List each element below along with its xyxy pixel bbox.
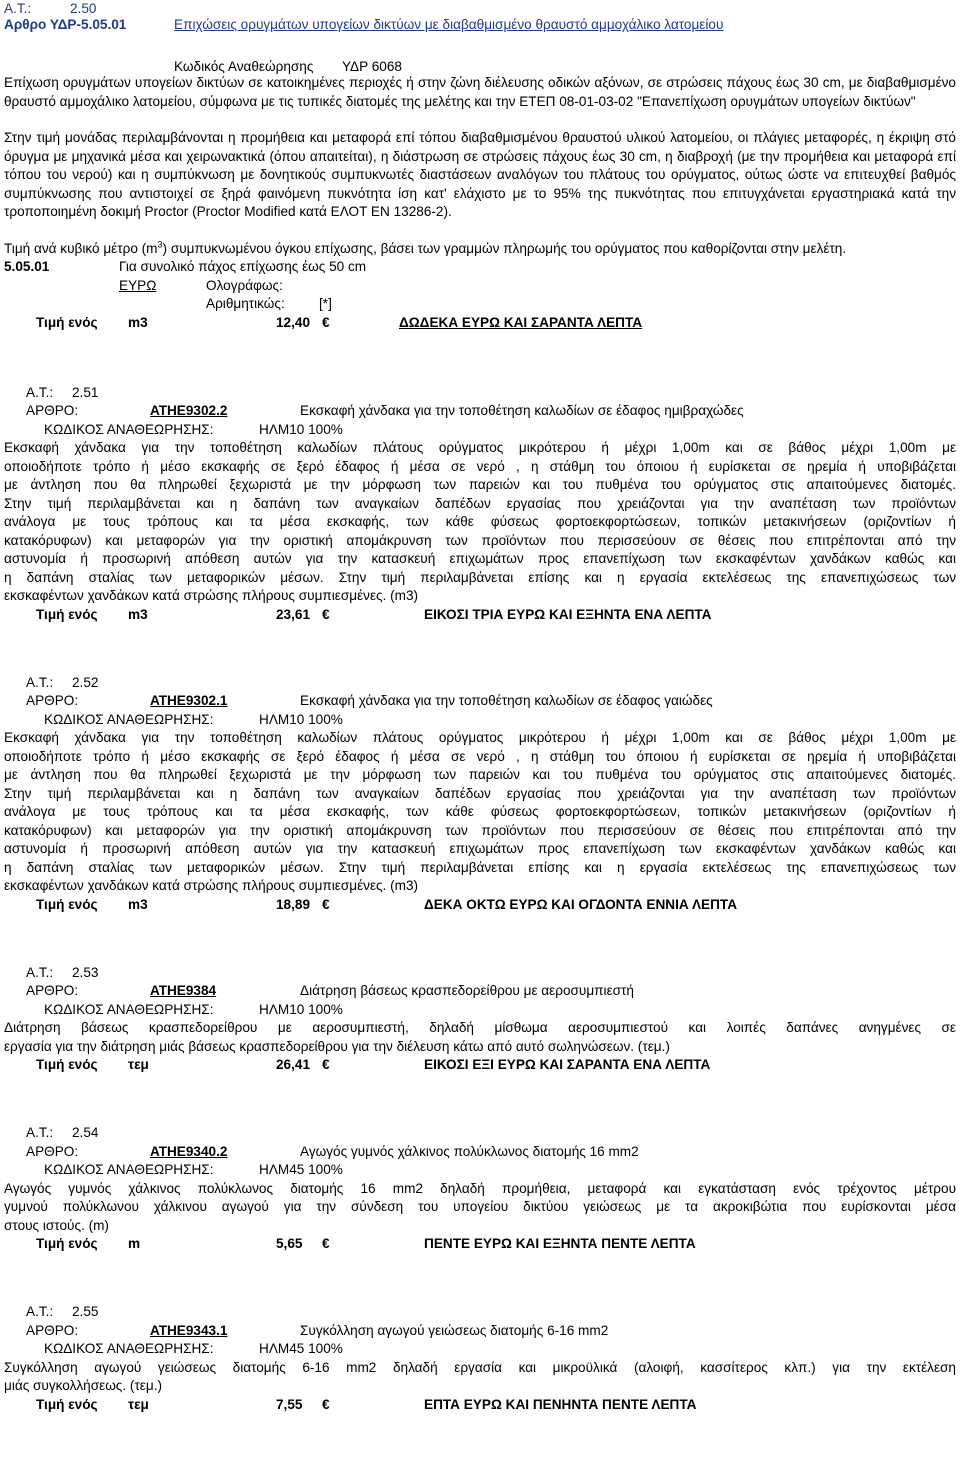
subarticle-code: 5.05.01 (4, 259, 50, 274)
at-line (4, 1124, 956, 1143)
at-label: Α.Τ.: (26, 964, 54, 980)
price-line (4, 606, 956, 626)
revision-label: Κωδικός Αναθεώρησης (174, 59, 314, 74)
article-block (4, 1303, 956, 1416)
price-unit: m3 (128, 896, 148, 912)
price-words: ΕΙΚΟΣΙ ΤΡΙΑ ΕΥΡΩ ΚΑΙ ΕΞΗΝΤΑ ΕΝΑ ΛΕΠΤΑ (424, 606, 712, 622)
at-line (4, 674, 956, 693)
price-unit: m3 (128, 606, 148, 622)
description-line: Διάτρηση βάσεως κρασπεδορείθρου με αεροσυμπιεστή, δηλαδή μίσθωμα αεροσυμπιεστού και λοιπές δαπάνες ανηγμένες σε (4, 1020, 956, 1035)
subarticle-line (4, 258, 956, 277)
at-label: Α.Τ.: (26, 1304, 54, 1319)
article-header-line (4, 16, 956, 36)
price-value: 18,89 (276, 896, 311, 912)
euro-words-line (4, 277, 956, 296)
description-paragraph: Επίχωση ορυγμάτων υπογείων δικτύων σε κατοικημένες περιοχές ή στην ζώνη διέλευσης οδικών αξόνων, σε στρώσεις πάχους έως 30 cm, με διαβαθμισμένο θραυστό αμμοχάλικο λατομείου, σύμφωνα με τις τυπικές διατομές της μελέτης και την ΕΤΕΠ 08-01-03-02 "Επανεπίχωση ορυγμάτων υπογείων δικτύων" (4, 75, 956, 109)
description-line: Στην τιμή περιλαμβάνεται και η δαπάνη των αναγκαίων δαπέδων εργασίας που χρειάζονται για την αναπέταση των προϊόντων (4, 495, 956, 511)
price-line (4, 896, 956, 916)
revision-code: ΗΛΜ45 100% (259, 1341, 343, 1356)
article-description (4, 1359, 956, 1396)
numeric-label: Αριθμητικώς: (206, 296, 285, 311)
article-code: ΑΤΗΕ9302.2 (150, 403, 228, 418)
arthro-label: ΑΡΘΡΟ: (26, 693, 79, 708)
at-line (4, 964, 956, 983)
price-label: Τιμή ενός (36, 896, 98, 912)
description-line: κατακόρυφων) και μεταφορών για την οριστική απομάκρυνση των προϊόντων που περισσεύουν σε θέσεις που επιτρέπονται από την (4, 822, 956, 838)
description-line: εργασία για την διάτρηση μιάς βάσεως κρασπεδορείθρου για την διέλευση κάτω από αυτό σωληνώσεων. (τεμ.) (4, 1038, 670, 1054)
article-code: Αρθρο ΥΔΡ-5.05.01 (4, 17, 127, 32)
article-title: Αγωγός γυμνός χάλκινος πολύκλωνος διατομής 16 mm2 (300, 1143, 639, 1159)
article-code: ΑΤΗΕ9302.1 (150, 693, 228, 708)
revision-label: ΚΩΔΙΚΟΣ ΑΝΑΘΕΩΡΗΣΗΣ: (44, 1162, 214, 1177)
at-number: 2.50 (70, 1, 97, 16)
article-block (4, 1124, 956, 1255)
revision-label: ΚΩΔΙΚΟΣ ΑΝΑΘΕΩΡΗΣΗΣ: (44, 421, 214, 437)
description-line: αστυνομία ή προσωρινή απόθεση αυτών για την κατασκευή επιχωμάτων προς επανεπίχωση των εκσκαφέντων χανδάκων καθώς και (4, 551, 956, 566)
description-line: με άντληση που θα πληρωθεί ξεχωριστά με την μόρφωση των παρειών και του πυθμένα του ορύγματος στις απαιτούμενες διατομές. (4, 477, 956, 492)
at-label: Α.Τ.: (26, 674, 54, 690)
description-line: εκσκαφέντων χανδάκων κατά στρώσης πλήρους συμπιεσμένες. (m3) (4, 878, 419, 893)
at-label: Α.Τ.: (26, 1125, 54, 1140)
revision-code: ΥΔΡ 6068 (342, 59, 402, 74)
price-unit: m3 (128, 314, 148, 330)
description-line: μιάς συγκολλήσεως. (τεμ.) (4, 1378, 163, 1393)
at-line (4, 384, 956, 403)
words-label: Ολογράφως: (206, 277, 283, 293)
article-title: Συγκόλληση αγωγού γειώσεως διατομής 6-16 mm2 (300, 1322, 609, 1338)
description-line: στους ιστούς. (m) (4, 1217, 109, 1233)
arthro-label: ΑΡΘΡΟ: (26, 403, 79, 418)
description-line: με άντληση που θα πληρωθεί ξεχωριστά με την μόρφωση των παρειών και του πυθμένα του ορύγματος στις απαιτούμενες διατομές. (4, 767, 956, 782)
description-line: οποιοδήποτε τρόπο ή μέσο εκσκαφής σε ξερό έδαφος ή μέσα σε νερό , η στάθμη του όποιου ή ευρίσκεται σε ηρεμία ή υποβιβάζεται (4, 748, 956, 764)
arthro-label: ΑΡΘΡΟ: (26, 983, 79, 998)
price-line (4, 1235, 956, 1255)
article-code: ΑΤΗΕ9340.2 (150, 1143, 228, 1159)
price-label: Τιμή ενός (36, 314, 98, 330)
price-value: 5,65 (276, 1236, 303, 1251)
arthro-line (4, 982, 956, 1001)
description-line: η δαπάνη σταλίας των μεταφορικών μέσων. Στην τιμή περιλαμβάνεται επίσης και η εργασία εκτελέσεως της επανεπιχώσεως των (4, 859, 956, 875)
description-line: Συγκόλληση αγωγού γειώσεως διατομής 6-16 mm2 δηλαδή εργασία και μικροϋλικά (αλοιφή, κασσίτερος κλπ.) για την εκτέλεση (4, 1359, 956, 1375)
revision-code: ΗΛΜ45 100% (259, 1162, 343, 1177)
at-number: 2.52 (72, 674, 99, 690)
description-line: Εκσκαφή χάνδακα για την τοποθέτηση καλωδίων πλάτους ορύγματος μικρότερου ή μέχρι 1,00m και σε βάθος μέχρι 1,00m με (4, 440, 956, 455)
description-line: Αγωγός γυμνός χάλκινος πολύκλωνος διατομής 16 mm2 δηλαδή προμήθεια, μεταφορά και εγκατάσταση ενός τρέχοντος μέτρου (4, 1180, 956, 1196)
article-block (4, 674, 956, 916)
articles-list (4, 336, 956, 1416)
arthro-label: ΑΡΘΡΟ: (26, 1322, 79, 1338)
at-label: Α.Τ.: (26, 384, 54, 400)
price-label: Τιμή ενός (36, 1236, 98, 1251)
revision-line (4, 711, 956, 730)
price-line (4, 314, 956, 336)
article-title: Επιχώσεις ορυγμάτων υπογείων δικτύων με διαβαθμισμένο θραυστό αμμοχάλικο λατομείου (174, 17, 724, 32)
euro-label: ΕΥΡΩ (119, 277, 157, 293)
revision-code: ΗΛΜ10 100% (259, 711, 343, 727)
euro-sign-icon: € (322, 314, 330, 330)
description-line: αστυνομία ή προσωρινή απόθεση αυτών για την κατασκευή επιχωμάτων προς επανεπίχωση των εκσκαφέντων χανδάκων καθώς και (4, 841, 956, 856)
arthro-line (4, 1322, 956, 1341)
article-description (4, 729, 956, 896)
at-line (4, 1303, 956, 1322)
euro-sign-icon: € (322, 1236, 330, 1251)
price-value: 23,61 (276, 606, 311, 622)
revision-label: ΚΩΔΙΚΟΣ ΑΝΑΘΕΩΡΗΣΗΣ: (44, 1001, 214, 1017)
description-line: ανάλογα με τους τρόπους και τα μέσα εκσκαφής, των κάθε φύσεως φορτοεκφορτώσεων, τοπικών μετακινήσεων (οριζοντίων ή (4, 804, 956, 819)
description-line: κατακόρυφων) και μεταφορών για την οριστική απομάκρυνση των προϊόντων που περισσεύουν σε θέσεις που επιτρέπονται από την (4, 532, 956, 548)
article-block (4, 384, 956, 626)
price-words: ΔΕΚΑ ΟΚΤΩ ΕΥΡΩ ΚΑΙ ΟΓΔΟΝΤΑ ΕΝΝΙΑ ΛΕΠΤΑ (424, 896, 738, 912)
article-description (4, 439, 956, 606)
description-line: Εκσκαφή χάνδακα για την τοποθέτηση καλωδίων πλάτους ορύγματος μικρότερου ή μέχρι 1,00m και σε βάθος μέχρι 1,00m με (4, 730, 956, 745)
description-line: Στην τιμή περιλαμβάνεται και η δαπάνη των αναγκαίων δαπέδων εργασίας που χρειάζονται για την αναπέταση των προϊόντων (4, 785, 956, 801)
arthro-label: ΑΡΘΡΟ: (26, 1143, 79, 1159)
revision-line (4, 1340, 956, 1359)
revision-label: ΚΩΔΙΚΟΣ ΑΝΑΘΕΩΡΗΣΗΣ: (44, 1341, 214, 1356)
at-number: 2.55 (72, 1304, 99, 1319)
arthro-line (4, 1143, 956, 1162)
price-words: ΕΠΤΑ ΕΥΡΩ ΚΑΙ ΠΕΝΗΝΤΑ ΠΕΝΤΕ ΛΕΠΤΑ (424, 1396, 697, 1412)
article-description (4, 1180, 956, 1236)
description-line: γυμνού πολύκλωνου χάλκινου αγωγού για την σύνδεση του υπογείου δικτύου γειώσεως με τα ακροκιβώτια που ευρίσκονται μέσα (4, 1199, 956, 1214)
subarticle-title: Για συνολικό πάχος επίχωσης έως 50 cm (119, 259, 367, 274)
price-unit: τεμ (128, 1396, 149, 1412)
price-label: Τιμή ενός (36, 606, 98, 622)
price-line (4, 1396, 956, 1416)
description-line: εκσκαφέντων χανδάκων κατά στρώσης πλήρους συμπιεσμένες. (m3) (4, 588, 419, 603)
at-number: 2.54 (72, 1125, 99, 1140)
euro-sign-icon: € (322, 1057, 330, 1072)
document-page (4, 0, 956, 1416)
revision-code: ΗΛΜ10 100% (259, 1001, 343, 1017)
euro-sign-icon: € (322, 896, 330, 912)
arthro-line (4, 402, 956, 421)
inclusions-paragraph: Στην τιμή μονάδας περιλαμβάνονται η προμήθεια και μεταφορά επί τόπου διαβαθμισμένου θραυστού υλικού λατομείου, οι πλάγιες μεταφορές, η έκριψη στό όρυγμα με μηχανικά μέσα και χειρωνακτικά (όπου απαιτείται), η διάστρωση σε στρώσεις πάχους έως 30 cm, η διαβροχή (με την προμήθεια και μεταφορά επί τόπου του νερού) και η συμπύκνωση με δονητικούς συμπυκνωτές διαστάσεων αναλόγων του πλάτους του ορύγματος, ούτως ώστε να επιτευχθεί βαθμός συμπύκνωσης που αντιστοιχεί σε ξηρά φαινόμενη πυκνότητα ίση κατ' ελάχιστο με το 95% της πυκνότητας που επιτυγχάνεται εργαστηριακά κατά την τροποποιημένη δοκιμή Proctor (Proctor Modified κατά ΕΛΟΤ ΕΝ 13286-2). (4, 130, 956, 219)
article-block (4, 964, 956, 1077)
description-line: οποιοδήποτε τρόπο ή μέσο εκσκαφής σε ξερό έδαφος ή μέσα σε νερό , η στάθμη του όποιου ή ευρίσκεται σε ηρεμία ή υποβιβάζεται (4, 458, 956, 474)
superscript-three: 3 (157, 238, 163, 249)
revision-line (4, 421, 956, 440)
at-number: 2.53 (72, 964, 99, 980)
description-line: ανάλογα με τους τρόπους και τα μέσα εκσκαφής, των κάθε φύσεως φορτοεκφορτώσεων, τοπικών μετακινήσεων (οριζοντίων ή (4, 514, 956, 529)
article-code: ΑΤΗΕ9384 (150, 983, 217, 998)
numeric-value: [*] (319, 296, 332, 311)
article-title: Διάτρηση βάσεως κρασπεδορείθρου με αεροσυμπιεστή (300, 983, 634, 998)
price-unit: m (128, 1236, 141, 1251)
revision-label: ΚΩΔΙΚΟΣ ΑΝΑΘΕΩΡΗΣΗΣ: (44, 711, 214, 727)
revision-code: ΗΛΜ10 100% (259, 421, 343, 437)
article-description (4, 1019, 956, 1056)
price-value: 26,41 (276, 1057, 311, 1072)
price-line (4, 1056, 956, 1076)
price-words: ΔΩΔΕΚΑ ΕΥΡΩ ΚΑΙ ΣΑΡΑΝΤΑ ΛΕΠΤΑ (399, 314, 643, 330)
euro-sign-icon: € (322, 1396, 330, 1412)
description-line: η δαπάνη σταλίας των μεταφορικών μέσων. Στην τιμή περιλαμβάνεται επίσης και η εργασία εκτελέσεως της επανεπιχώσεως των (4, 569, 956, 585)
revision-line (4, 1161, 956, 1180)
revision-line (4, 58, 956, 74)
price-words: ΕΙΚΟΣΙ ΕΞΙ ΕΥΡΩ ΚΑΙ ΣΑΡΑΝΤΑ ΕΝΑ ΛΕΠΤΑ (424, 1057, 711, 1072)
price-words: ΠΕΝΤΕ ΕΥΡΩ ΚΑΙ ΕΞΗΝΤΑ ΠΕΝΤΕ ΛΕΠΤΑ (424, 1236, 696, 1251)
price-value: 7,55 (276, 1396, 303, 1412)
price-unit: τεμ (128, 1057, 149, 1072)
article-title: Εκσκαφή χάνδακα για την τοποθέτηση καλωδίων σε έδαφος ημιβραχώδες (300, 403, 744, 418)
price-value: 12,40 (276, 314, 311, 330)
at-header-line (4, 0, 956, 16)
unit-price-paragraph: Τιμή ανά κυβικό μέτρο $(m^3)$ συμπυκνωμένου όγκου επίχωσης, βάσει των γραμμών πληρωμής του ορύγματος που καθορίζονται στην μελέτη. (4, 238, 847, 256)
article-code: ΑΤΗΕ9343.1 (150, 1322, 228, 1338)
arthro-line (4, 692, 956, 711)
numeric-line (4, 295, 956, 314)
euro-sign-icon: € (322, 606, 330, 622)
price-label: Τιμή ενός (36, 1396, 98, 1412)
at-number: 2.51 (72, 384, 99, 400)
at-label: Α.Τ.: (4, 1, 32, 16)
price-label: Τιμή ενός (36, 1057, 98, 1072)
revision-line (4, 1001, 956, 1020)
article-title: Εκσκαφή χάνδακα για την τοποθέτηση καλωδίων σε έδαφος γαιώδες (300, 693, 713, 708)
